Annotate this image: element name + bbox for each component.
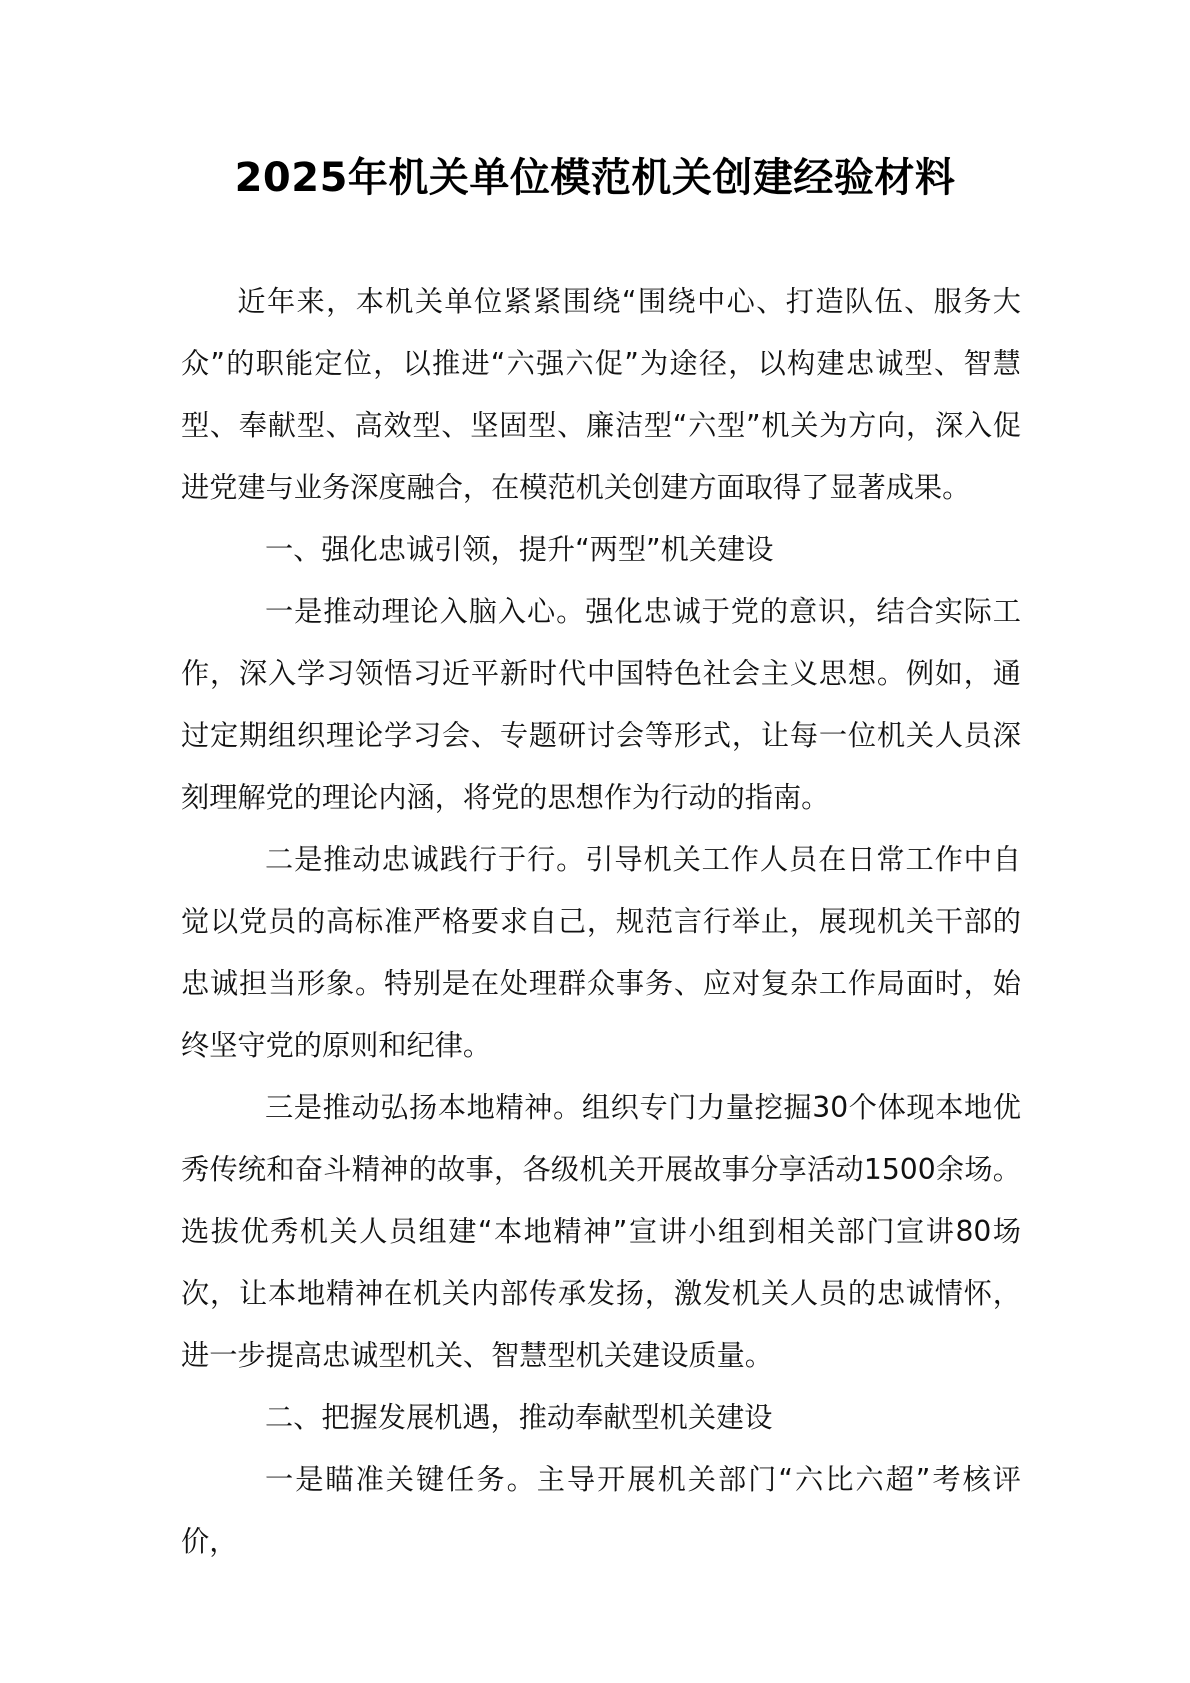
section-1-point-3: 三是推动弘扬本地精神。组织专门力量挖掘30个体现本地优秀传统和奋斗精神的故事，各级机关开展故事分享活动1500余场。选拔优秀机关人员组建“本地精神”宣讲小组到相关部门宣讲80场次，让本地精神在机关内部传承发扬，激发机关人员的忠诚情怀，进一步提高忠诚型机关、智慧型机关建设质量。 [181, 1091, 1021, 1372]
intro-paragraph: 近年来，本机关单位紧紧围绕“围绕中心、打造队伍、服务大众”的职能定位，以推进“六强六促”为途径，以构建忠诚型、智慧型、奉献型、高效型、坚固型、廉洁型“六型”机关为方向，深入促进党建与业务深度融合，在模范机关创建方面取得了显著成果。 [181, 285, 1021, 504]
section-1-point-2: 二是推动忠诚践行于行。引导机关工作人员在日常工作中自觉以党员的高标准严格要求自己，规范言行举止，展现机关干部的忠诚担当形象。特别是在处理群众事务、应对复杂工作局面时，始终坚守党的原则和纪律。 [181, 843, 1021, 1062]
document-title: 2025年机关单位模范机关创建经验材料 [234, 155, 956, 201]
section-2-point-1: 一是瞄准关键任务。主导开展机关部门“六比六超”考核评价， [181, 1463, 1021, 1558]
document-body [181, 271, 1021, 1573]
section-heading-2: 二、把握发展机遇，推动奉献型机关建设 [265, 1401, 773, 1434]
section-1-point-1: 一是推动理论入脑入心。强化忠诚于党的意识，结合实际工作，深入学习领悟习近平新时代中国特色社会主义思想。例如，通过定期组织理论学习会、专题研讨会等形式，让每一位机关人员深刻理解党的理论内涵，将党的思想作为行动的指南。 [181, 595, 1021, 814]
section-heading-1: 一、强化忠诚引领，提升“两型”机关建设 [265, 533, 774, 566]
